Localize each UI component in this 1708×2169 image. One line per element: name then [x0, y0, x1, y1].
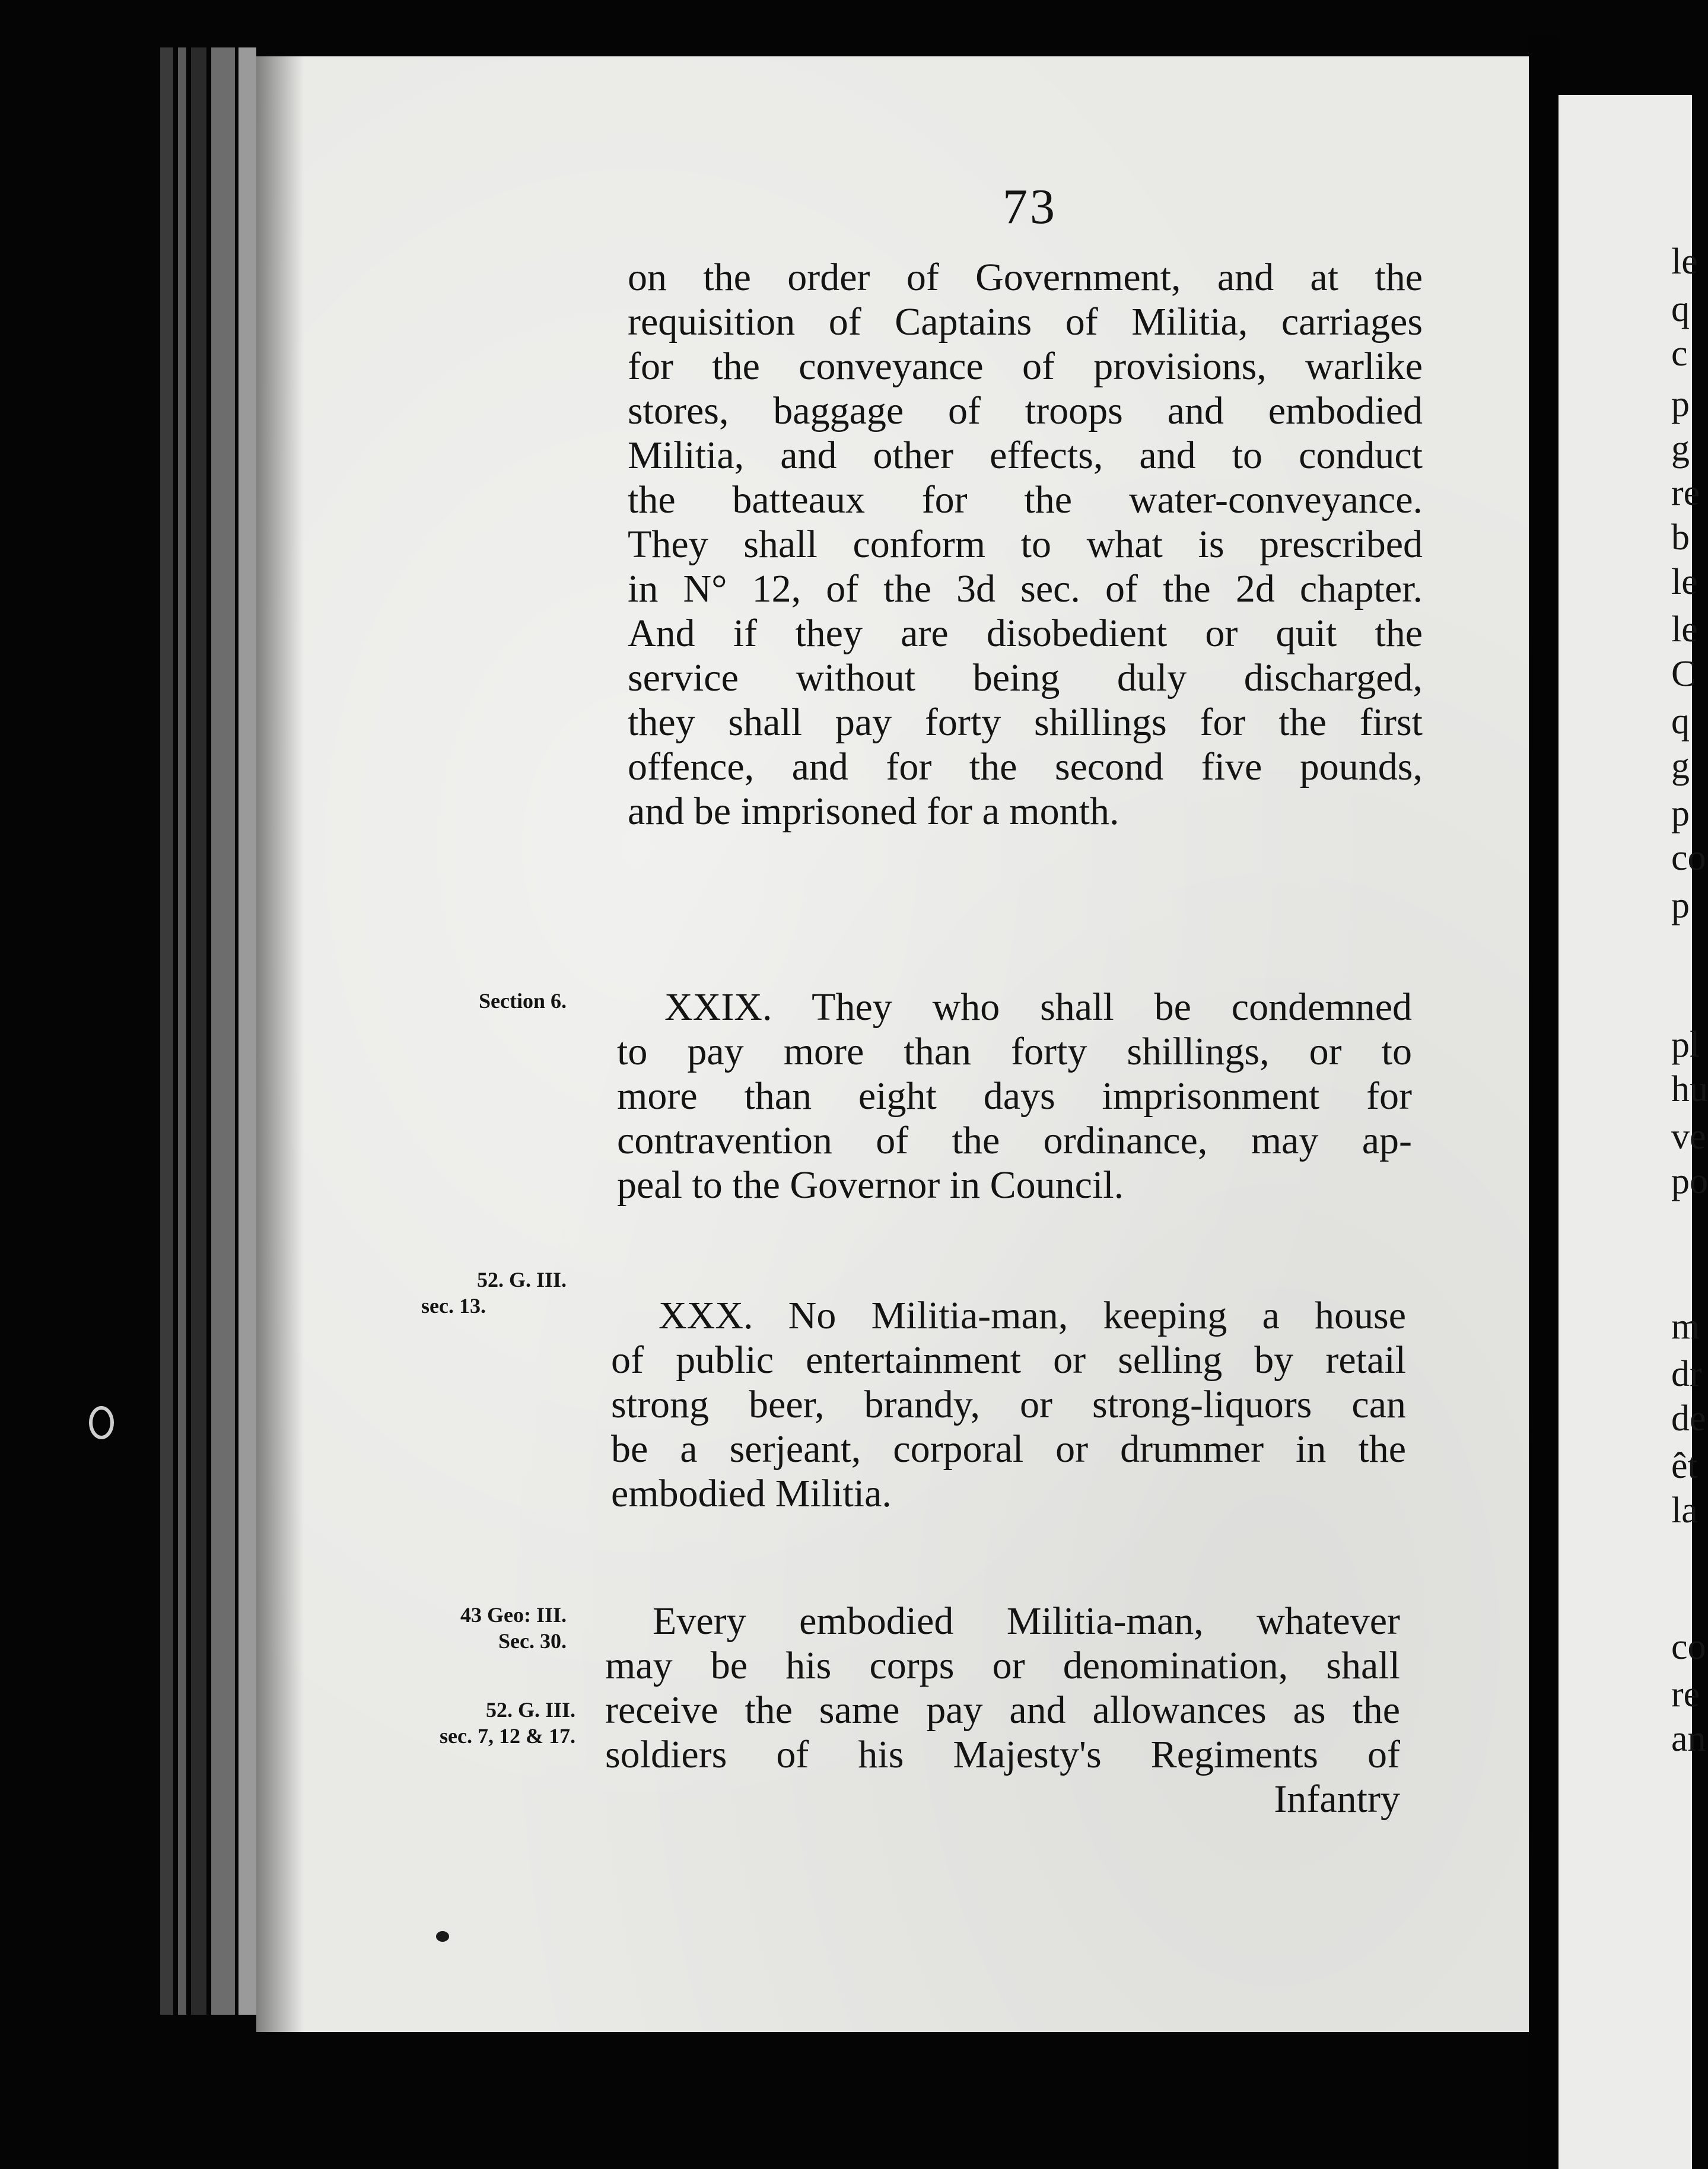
text-line: offence, and for the second five pounds, — [628, 745, 1423, 788]
text-line: of public entertainment or selling by retail — [611, 1338, 1406, 1382]
next-page-text: c — [1671, 333, 1688, 374]
paragraph-xxx — [611, 1293, 1406, 1516]
next-page-text: êt — [1671, 1446, 1698, 1486]
next-page-text: de — [1671, 1398, 1706, 1439]
next-page-text: q — [1671, 289, 1690, 329]
next-page-text: le — [1671, 241, 1698, 282]
page-number: 73 — [1003, 179, 1057, 234]
next-page-text: m — [1671, 1306, 1700, 1347]
margin-note-line: Section 6. — [479, 989, 567, 1013]
next-page-text: po — [1671, 1161, 1708, 1201]
text-line: on the order of Government, and at the — [628, 256, 1423, 299]
text-line: They shall conform to what is prescribed — [628, 523, 1423, 566]
text-line: And if they are disobedient or quit the — [628, 612, 1423, 655]
page-edge — [211, 47, 235, 2015]
next-page-text: q — [1671, 701, 1690, 742]
text-line: peal to the Governor in Council. — [617, 1163, 1124, 1207]
text-line: contravention of the ordinance, may ap- — [617, 1119, 1412, 1162]
margin-note-line: 52. G. III. — [485, 1698, 575, 1722]
text-line: requisition of Captains of Militia, carriages — [628, 300, 1423, 344]
margin-note-line: sec. 7, 12 & 17. — [440, 1724, 575, 1748]
next-page-text: dr — [1671, 1354, 1702, 1394]
text-line: XXIX. They who shall be condemned — [664, 985, 1412, 1029]
text-line: in N° 12, of the 3d sec. of the 2d chapter. — [628, 567, 1423, 610]
next-page-text: p — [1671, 793, 1690, 834]
next-page-text: co — [1671, 838, 1706, 878]
text-line: embodied Militia. — [611, 1472, 892, 1515]
text-line: strong beer, brandy, or strong-liquors can — [611, 1383, 1406, 1426]
next-page-text: re — [1671, 1674, 1700, 1715]
text-line: may be his corps or denomination, shall — [605, 1644, 1400, 1687]
margin-note-line: sec. 13. — [421, 1294, 486, 1318]
paragraph-pay — [605, 1599, 1400, 1821]
margin-note-line: Sec. 30. — [498, 1629, 567, 1653]
text-line: Every embodied Militia-man, whatever — [653, 1599, 1400, 1643]
next-page-text: b — [1671, 517, 1690, 558]
text-line: service without being duly discharged, — [628, 656, 1423, 699]
page-binding-shadow — [256, 56, 304, 2032]
text-line: to pay more than forty shillings, or to — [617, 1030, 1412, 1073]
text-line: be a serjeant, corporal or drummer in the — [611, 1427, 1406, 1471]
text-line: receive the same pay and allowances as the — [605, 1688, 1400, 1732]
page-gutter — [1529, 36, 1558, 2169]
margin-note-line: 52. G. III. — [476, 1268, 567, 1292]
next-page-text: pl — [1671, 1025, 1700, 1065]
page-edge — [178, 47, 186, 2015]
next-page-text: co — [1671, 1627, 1706, 1667]
text-line: the batteaux for the water-conveyance. — [628, 478, 1423, 521]
next-page-text: re — [1671, 473, 1700, 513]
page-edge — [238, 47, 256, 2015]
page-edge — [191, 47, 206, 2015]
margin-note — [415, 988, 567, 1014]
next-page-text: ve — [1671, 1117, 1706, 1157]
text-line: Militia, and other effects, and to conduct — [628, 434, 1423, 477]
next-page-text: le — [1671, 562, 1698, 602]
text-line: XXX. No Militia-man, keeping a house — [659, 1294, 1406, 1337]
next-page-text: g — [1671, 746, 1690, 786]
margin-note — [415, 1602, 567, 1654]
binding-hole — [89, 1406, 114, 1439]
text-line: and be imprisoned for a month. — [628, 790, 1119, 833]
text-line: they shall pay forty shillings for the first — [628, 701, 1423, 744]
text-line: more than eight days imprisonment for — [617, 1074, 1412, 1118]
margin-note — [403, 1697, 575, 1749]
paragraph-xxix — [617, 985, 1412, 1207]
next-page-text: an — [1671, 1719, 1706, 1759]
next-page-text: p — [1671, 384, 1690, 424]
next-page-text: p — [1671, 885, 1690, 926]
text-line: soldiers of his Majesty's Regiments of — [605, 1733, 1400, 1776]
next-page-text: hu — [1671, 1069, 1708, 1109]
text-line: stores, baggage of troops and embodied — [628, 389, 1423, 432]
catchword: Infantry — [1274, 1777, 1400, 1821]
next-page-text: C — [1671, 654, 1696, 694]
paragraph-continuation — [628, 255, 1423, 834]
next-page-text: le — [1671, 609, 1698, 650]
text-line: for the conveyance of provisions, warlike — [628, 345, 1423, 388]
next-page-fragment — [1558, 95, 1708, 2169]
margin-note — [415, 1267, 567, 1319]
next-page-text: g — [1671, 428, 1690, 469]
next-page-text: la — [1671, 1490, 1698, 1531]
ink-speck — [436, 1931, 449, 1942]
margin-note-line: 43 Geo: III. — [460, 1603, 567, 1627]
page-edge — [160, 47, 173, 2015]
